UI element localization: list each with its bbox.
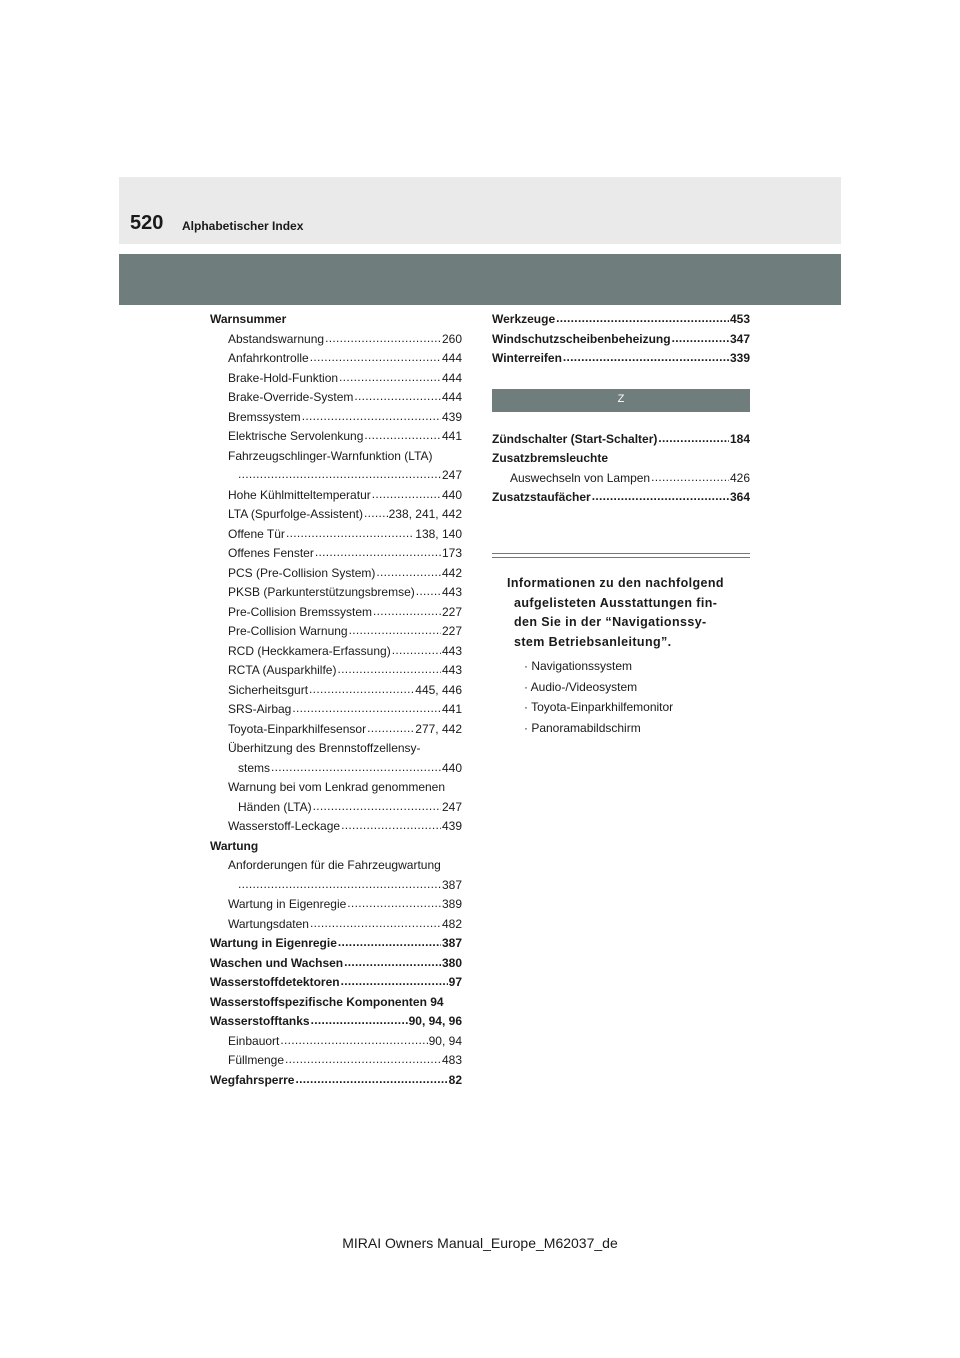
index-entry[interactable]: Offene Tür ..... 138, 140 [210, 525, 462, 545]
info-list-item: · Audio-/Videosystem [524, 679, 638, 694]
index-entry[interactable]: stems ..... 440 [210, 759, 462, 779]
info-list-item: · Toyota-Einparkhilfemonitor [524, 700, 674, 714]
index-entry[interactable]: SRS-Airbag ..... 441 [210, 700, 462, 720]
info-list-item: · Navigationssystem [524, 659, 633, 673]
index-entry[interactable]: Wegfahrsperre ..... 82 [210, 1071, 462, 1091]
index-entry[interactable]: Wasserstoffdetektoren ..... 97 [210, 973, 462, 993]
index-left-column [210, 310, 462, 1090]
index-entry[interactable]: Wasserstoff-Leckage ..... 439 [210, 817, 462, 837]
index-entry[interactable]: RCTA (Ausparkhilfe) ..... 443 [210, 661, 462, 681]
index-entry[interactable]: Waschen und Wachsen ..... 380 [210, 954, 462, 974]
index-entry[interactable]: Einbauort ..... 90, 94 [210, 1032, 462, 1052]
index-heading-zusatzbremsleuchte: Zusatzbremsleuchte [492, 451, 609, 465]
index-entry-text: Anforderungen für die Fahrzeugwartung [228, 858, 441, 872]
index-entry[interactable]: Wartungsdaten ..... 482 [210, 915, 462, 935]
index-entry[interactable]: Händen (LTA) ..... 247 [210, 798, 462, 818]
index-entry-text: Fahrzeugschlinger-Warnfunktion (LTA) [228, 448, 433, 463]
index-entry[interactable]: Pre-Collision Warnung ..... 227 [210, 622, 462, 642]
index-entry[interactable]: Sicherheitsgurt ..... 445, 446 [210, 681, 462, 701]
index-entry[interactable]: Windschutzscheibenbeheizung ..... 347 [492, 330, 750, 350]
index-entry[interactable]: Wartung in Eigenregie ..... 389 [210, 895, 462, 915]
info-title: Informationen zu den nachfolgend aufgelisteten Ausstattungen fin- den Sie in der “Navigationssy- stem Betriebsanleitung”. [507, 576, 724, 649]
page-number: 520 [130, 212, 164, 234]
info-list [492, 656, 750, 738]
index-entry[interactable]: Elektrische Servolenkung ..... 441 [210, 427, 462, 447]
index-entry[interactable]: Brake-Override-System ..... 444 [210, 388, 462, 408]
header-band [119, 177, 841, 244]
index-entry[interactable]: Füllmenge ..... 483 [210, 1051, 462, 1071]
index-entry[interactable]: Hohe Kühlmitteltemperatur ..... 440 [210, 486, 462, 506]
index-entry[interactable]: RCD (Heckkamera-Erfassung) ..... 443 [210, 642, 462, 662]
index-entry[interactable]: Offenes Fenster ..... 173 [210, 544, 462, 564]
index-entry[interactable]: Wasserstoffspezifische Komponenten 94 [210, 994, 444, 1009]
info-box [492, 553, 750, 738]
info-list-item: · Panoramabildschirm [524, 720, 641, 735]
info-divider [492, 553, 750, 558]
index-entry[interactable]: Werkzeuge ..... 453 [492, 310, 750, 330]
index-entry[interactable]: Zusatzstaufächer ..... 364 [492, 488, 750, 508]
index-entry[interactable]: PKSB (Parkunterstützungsbremse) ..... 443 [210, 583, 462, 603]
index-entry[interactable]: PCS (Pre-Collision System) ..... 442 [210, 564, 462, 584]
index-entry[interactable]: Zündschalter (Start-Schalter) ..... 184 [492, 430, 750, 450]
index-right-column [492, 310, 750, 508]
index-entry[interactable]: LTA (Spurfolge-Assistent) ..... 238, 241, 442 [210, 505, 462, 525]
index-entry[interactable]: Abstandswarnung ..... 260 [210, 330, 462, 350]
page-footer: MIRAI Owners Manual_Europe_M62037_de [342, 1235, 618, 1251]
index-entry[interactable]: Wartung in Eigenregie ..... 387 [210, 934, 462, 954]
index-entry[interactable]: Toyota-Einparkhilfesensor ..... 277, 442 [210, 720, 462, 740]
index-entry[interactable]: Wasserstofftanks ..... 90, 94, 96 [210, 1012, 462, 1032]
index-entry[interactable]: Pre-Collision Bremssystem ..... 227 [210, 603, 462, 623]
index-heading-warnsummer: Warnsummer [210, 312, 287, 326]
index-entry-text: Überhitzung des Brennstoffzellensy- [228, 741, 421, 755]
section-title: Alphabetischer Index [182, 219, 304, 233]
index-entry[interactable]: ..... 387 [210, 876, 462, 896]
index-entry[interactable]: Bremssystem ..... 439 [210, 408, 462, 428]
index-entry[interactable]: Auswechseln von Lampen ..... 426 [492, 469, 750, 489]
index-entry-text: Warnung bei vom Lenkrad genommenen [228, 780, 446, 794]
index-entry[interactable]: Brake-Hold-Funktion ..... 444 [210, 369, 462, 389]
index-entry[interactable]: Winterreifen ..... 339 [492, 349, 750, 369]
index-entry[interactable]: ..... 247 [210, 466, 462, 486]
index-entry[interactable]: Anfahrkontrolle ..... 444 [210, 349, 462, 369]
header-dark-bar [119, 254, 841, 305]
letter-section-bar: Z [492, 389, 750, 412]
index-heading-wartung: Wartung [210, 838, 259, 853]
